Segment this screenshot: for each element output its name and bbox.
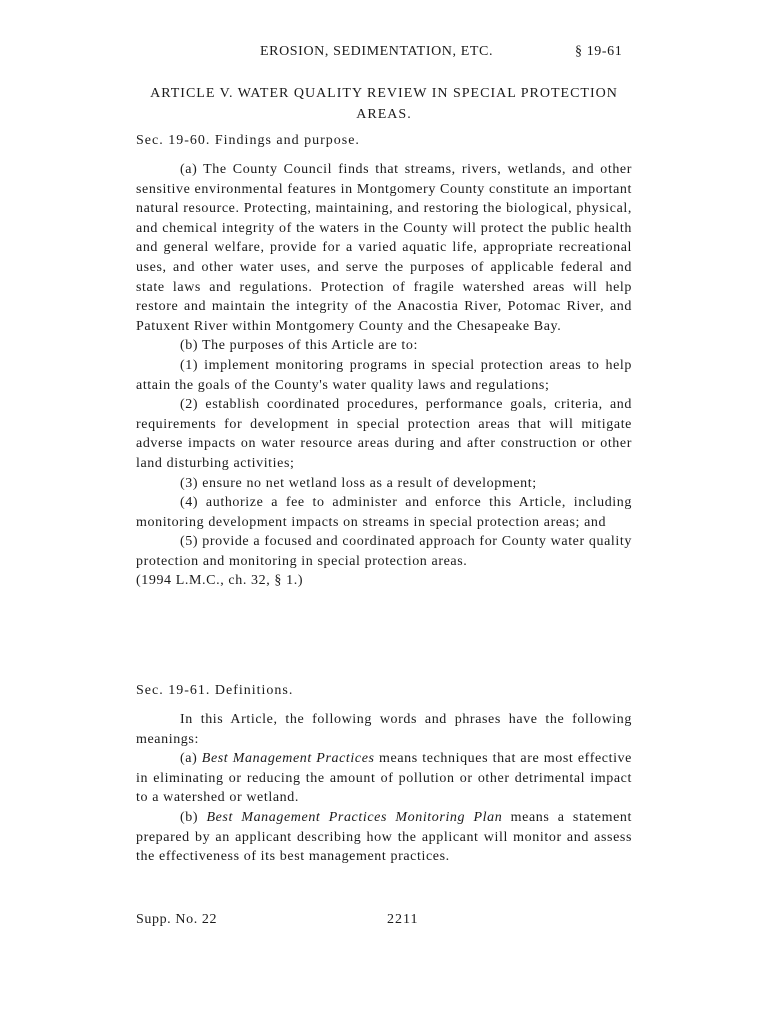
article-title: ARTICLE V. WATER QUALITY REVIEW IN SPECIAL PROTECTION AREAS. — [150, 86, 618, 122]
definition-b-text: means a statement prepared by an applicant describing how the applicant will monitor and assess the effectiveness of its best management practices. — [136, 809, 632, 865]
purpose-item-5: (5) provide a focused and coordinated approach for County water quality protection and monitoring in special protection areas. — [136, 534, 632, 569]
section-heading-19-61: Sec. 19-61. Definitions. — [136, 683, 294, 698]
purpose-item-3: (3) ensure no net wetland loss as a result of development; — [180, 475, 537, 491]
section-body-19-61 — [136, 710, 632, 867]
section-body-19-60 — [136, 160, 632, 591]
definition-a-label: (a) — [180, 751, 202, 767]
definitions-intro: In this Article, the following words and phrases have the following meanings: — [136, 712, 632, 747]
purpose-item-2: (2) establish coordinated procedures, performance goals, criteria, and requirements for development in special protection areas that will mitigate adverse impacts on water resource areas during and after construction or other land disturbing activities; — [136, 397, 632, 471]
footer-supplement: Supp. No. 22 — [136, 912, 218, 927]
definition-a — [136, 749, 632, 808]
paragraph-b-purposes: (b) The purposes of this Article are to: — [180, 338, 418, 354]
definition-b-label: (b) — [180, 809, 207, 825]
paragraph-a-findings: (a) The County Council finds that streams, rivers, wetlands, and other sensitive environmental features in Montgomery County constitute an important natural resource. Protecting, maintaining, and restoring the biological, physical, and chemical integrity of the waters in the County will protect the public health and general welfare, provide for a varied aquatic life, appropriate recreational uses, and other water uses, and serve the purposes of applicable federal and state laws and regulations. Protection of fragile watershed areas will help restore and maintain the integrity of the Anacostia River, Potomac River, and Patuxent River within Montgomery County and the Chesapeake Bay. — [136, 162, 632, 334]
running-head-section: § 19-61 — [575, 44, 623, 59]
purpose-item-1: (1) implement monitoring programs in special protection areas to help attain the goals of the County's water quality laws and regulations; — [136, 357, 632, 393]
definition-b — [136, 808, 632, 867]
purpose-item-4: (4) authorize a fee to administer and enforce this Article, including monitoring development impacts on streams in special protection areas; and — [136, 495, 632, 530]
definition-b-term: Best Management Practices Monitoring Plan — [206, 809, 503, 825]
footer-page-number: 2211 — [387, 912, 419, 927]
section-heading-19-60: Sec. 19-60. Findings and purpose. — [136, 133, 360, 148]
definition-a-term: Best Management Practices — [201, 751, 375, 767]
definition-a-text: means techniques that are most effective in eliminating or reducing the amount of pollution or other detrimental impact to a watershed or wetland. — [136, 751, 632, 806]
running-head-title: EROSION, SEDIMENTATION, ETC. — [260, 44, 494, 59]
legislative-history: (1994 L.M.C., ch. 32, § 1.) — [136, 573, 304, 589]
